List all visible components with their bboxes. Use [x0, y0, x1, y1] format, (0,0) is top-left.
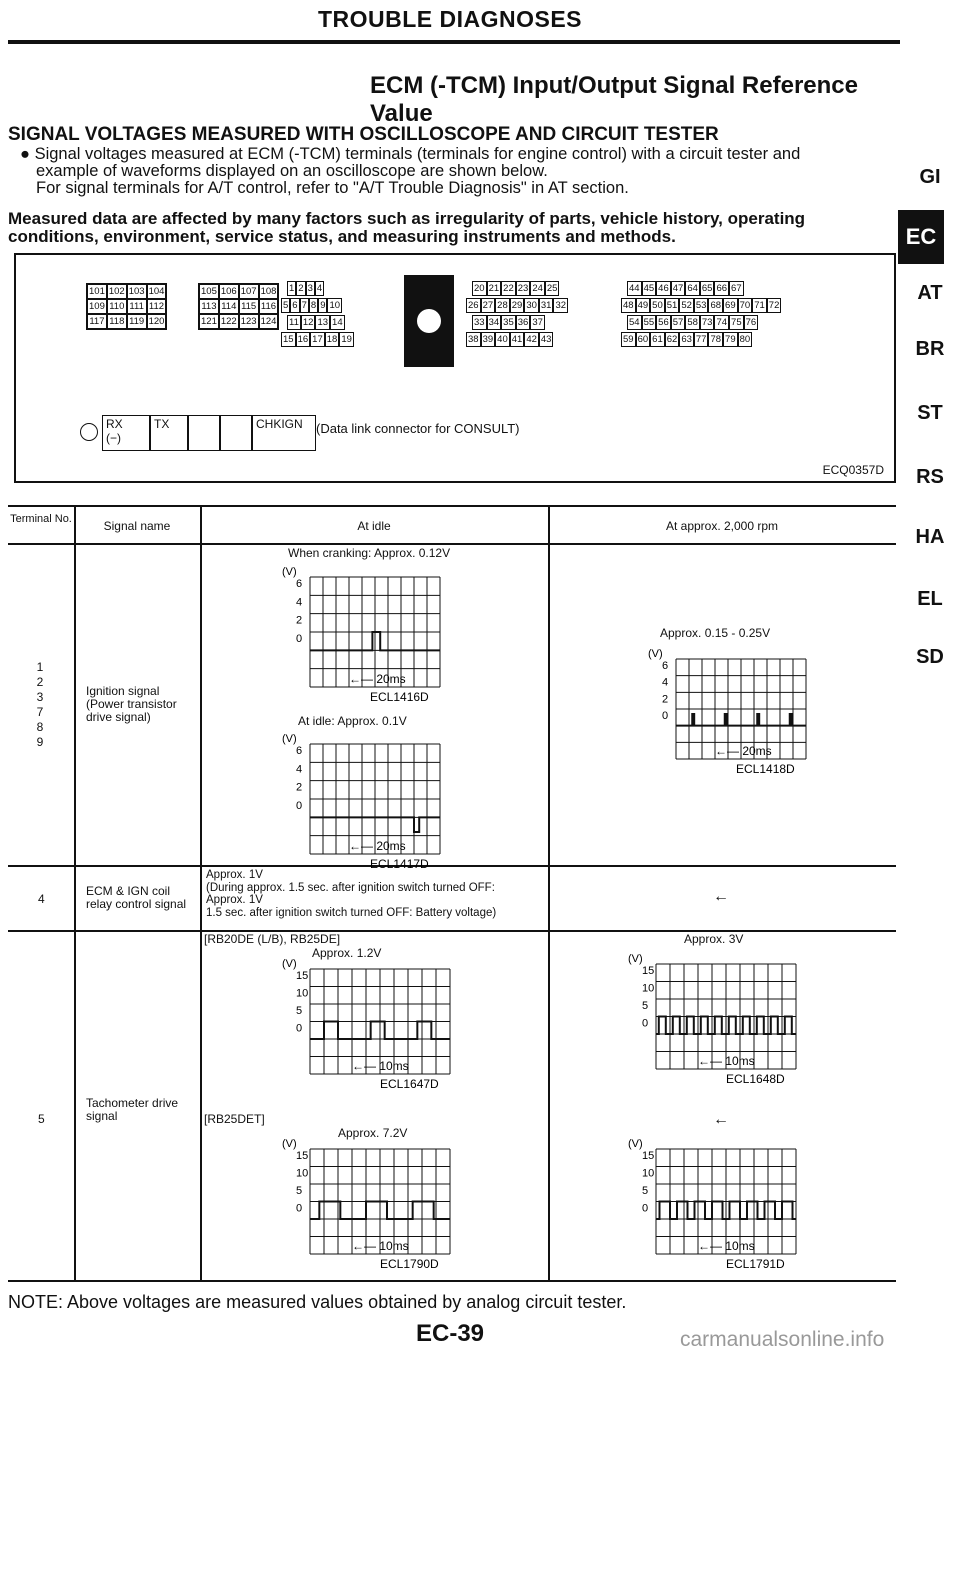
side-tab-gi[interactable]: GI: [919, 166, 941, 188]
connector-pin: 26: [468, 300, 479, 311]
section-subtitle: SIGNAL VOLTAGES MEASURED WITH OSCILLOSCOPE AND CIRCUIT TESTER: [8, 124, 719, 145]
connector-pin: 112: [147, 299, 167, 314]
warning-text: Measured data are affected by many factors such as irregularity of parts, vehicle history, operating conditions, environment, service status, and measuring instruments and methods.: [8, 209, 806, 246]
row2-terminal: 4: [38, 892, 45, 906]
footnote: NOTE: Above voltages are measured values obtained by analog circuit tester.: [8, 1292, 627, 1312]
connector-pin: 66: [716, 283, 728, 294]
volt-unit-label: (V): [648, 648, 663, 660]
bullet-line3: For signal terminals for A/T control, refer to "A/T Trouble Diagnosis" in AT section.: [36, 179, 629, 197]
connector-pin: 24: [532, 283, 543, 294]
volt-tick-label: 2: [296, 781, 303, 794]
volt-tick-label: 5: [642, 1000, 649, 1012]
header-rule: [8, 40, 900, 44]
connector-pin: 57: [672, 317, 684, 328]
volt-tick-label: 0: [296, 1202, 303, 1215]
connector-pin: 35: [503, 317, 514, 328]
connector-pin-row: [472, 281, 559, 296]
connector-pin: 78: [710, 334, 722, 345]
connector-block: [86, 283, 167, 330]
consult-minus-label: (−): [106, 431, 121, 445]
row3-model2: [RB25DET]: [204, 1112, 265, 1126]
connector-pin: 68: [710, 300, 722, 311]
time-division-label: ←— 20ms: [349, 839, 406, 853]
side-tab-el[interactable]: EL: [917, 588, 943, 610]
row1-idle-caption2: At idle: Approx. 0.1V: [298, 714, 407, 728]
connector-pin-row: [621, 332, 752, 347]
connector-pin: 110: [107, 299, 127, 314]
connector-pin: 5: [283, 300, 289, 311]
connector-pin: 36: [517, 317, 529, 328]
consult-chk-ign: CHKIGN: [252, 415, 316, 451]
volt-tick-label: 2: [662, 693, 669, 706]
connector-pin: 53: [695, 300, 707, 311]
row3-rpm-arrow: ←: [713, 1111, 729, 1128]
connector-pin-row: [466, 332, 553, 347]
connector-pin: 3: [307, 283, 313, 294]
volt-tick-label: 0: [296, 1022, 303, 1035]
section-title-line1: ECM (-TCM) Input/Output Signal Reference: [370, 72, 858, 99]
volt-tick-label: 15: [296, 970, 309, 982]
connector-pin: 23: [517, 283, 529, 294]
terminal-number: 3: [36, 690, 44, 704]
volt-tick-label: 0: [642, 1017, 649, 1030]
connector-pin: 116: [259, 299, 279, 314]
connector-pin: 34: [488, 317, 500, 328]
volt-tick-label: 6: [296, 745, 303, 757]
connector-pin: 16: [297, 334, 309, 345]
connector-pin: 9: [320, 300, 326, 311]
volt-unit-label: (V): [628, 1138, 643, 1150]
figure-id: ECQ0357D: [822, 463, 884, 477]
connector-pin-row: [287, 315, 345, 330]
connector-pin: 4: [316, 283, 323, 294]
waveform-figure-id: ECL1417D: [370, 857, 429, 871]
row3-signal: Tachometer drive signal: [86, 1096, 179, 1123]
volt-unit-label: (V): [282, 1138, 297, 1150]
connector-pin: 111: [127, 299, 147, 314]
connector-pin-row: [466, 298, 568, 313]
connector-pin: 49: [637, 300, 649, 311]
connector-pin: 18: [326, 334, 338, 345]
volt-tick-label: 15: [642, 965, 655, 977]
connector-pin-row: [472, 315, 545, 330]
volt-tick-label: 15: [642, 1150, 655, 1162]
volt-tick-label: 5: [296, 1005, 303, 1017]
volt-unit-label: (V): [282, 566, 297, 578]
connector-pin: 52: [681, 300, 692, 311]
row1-idle-caption1: When cranking: Approx. 0.12V: [288, 546, 451, 560]
connector-pin: 107: [240, 286, 257, 297]
volt-unit-label: (V): [282, 733, 297, 745]
connector-pin: 47: [672, 283, 684, 294]
connector-pin: 79: [725, 334, 736, 345]
time-division-label: ←— 10ms: [352, 1239, 409, 1253]
connector-pin: 70: [739, 300, 751, 311]
connector-pin: 38: [468, 334, 479, 345]
connector-pin: 75: [731, 317, 742, 328]
row2-signal: ECM & IGN coil relay control signal: [86, 884, 187, 911]
connector-pin: 76: [745, 317, 757, 328]
volt-tick-label: 10: [642, 1167, 655, 1180]
section-title: [370, 72, 858, 128]
connector-pin: 32: [555, 300, 567, 311]
waveform-figure-id: ECL1647D: [380, 1077, 439, 1091]
terminal-number: 2: [36, 675, 44, 689]
connector-pin: 28: [497, 300, 508, 311]
row2-idle: Approx. 1V (During approx. 1.5 sec. after ignition switch turned OFF: Approx. 1V 1.5 sec. after ignition switch turned OFF: Battery voltage): [206, 869, 497, 919]
connector-pin: 61: [652, 334, 663, 345]
terminal-number: 1: [36, 660, 44, 674]
bullet-line2: example of waveforms displayed on an oscilloscope are shown below.: [36, 162, 548, 180]
connector-pin: 54: [629, 317, 640, 328]
connector-pin: 43: [540, 334, 552, 345]
waveform-figure-id: ECL1418D: [736, 762, 795, 776]
connector-pin: 120: [148, 316, 165, 327]
terminal-number: 8: [36, 720, 44, 734]
watermark: carmanualsonline.info: [680, 1328, 885, 1351]
connector-pin-row: [627, 315, 758, 330]
waveform-figure-id: ECL1791D: [726, 1257, 785, 1271]
connector-lock-icon: [404, 275, 454, 367]
time-division-label: ←— 20ms: [349, 672, 406, 686]
side-tab-br[interactable]: BR: [915, 338, 945, 360]
connector-pin: 72: [768, 300, 780, 311]
waveform-figures: [8, 505, 896, 1280]
connector-pin: 55: [643, 317, 655, 328]
connector-pin: 46: [658, 283, 669, 294]
time-division-label: ←— 10ms: [698, 1239, 755, 1253]
terminal-number: 9: [36, 735, 44, 749]
connector-pin: 19: [341, 334, 352, 345]
connector-pin: 37: [532, 317, 543, 328]
bullet-paragraph: [20, 146, 900, 197]
connector-pin: 22: [503, 283, 514, 294]
connector-pin: 65: [701, 283, 713, 294]
connector-pin: 77: [695, 334, 707, 345]
row1-signal: Ignition signal (Power transistor drive signal): [86, 684, 177, 724]
volt-tick-label: 5: [296, 1185, 303, 1197]
connector-pin: 114: [219, 299, 239, 314]
volt-tick-label: 0: [296, 633, 303, 645]
waveform-figure-id: ECL1416D: [370, 690, 429, 704]
volt-tick-label: 0: [642, 1202, 649, 1215]
section-title-line2: Value: [370, 100, 433, 127]
connector-pin: 106: [220, 286, 237, 297]
row3-caption1: Approx. 1.2V: [312, 946, 382, 960]
connector-pin: 63: [681, 334, 692, 345]
connector-pin: 17: [312, 334, 323, 345]
connector-pin: 6: [292, 300, 298, 311]
connector-pin: 121: [201, 316, 217, 327]
connector-pin: 30: [526, 300, 537, 311]
oscilloscope-waveform: [646, 645, 836, 785]
connector-pin: 104: [148, 286, 165, 297]
connector-pin: 60: [637, 334, 649, 345]
row2-rpm-arrow: ←: [713, 888, 729, 905]
volt-tick-label: 10: [642, 982, 655, 995]
header-terminal: Terminal No.: [10, 513, 72, 525]
volt-tick-label: 6: [296, 578, 303, 590]
connector-pin: 10: [329, 300, 341, 311]
volt-tick-label: 0: [662, 710, 669, 722]
terminal-number: 7: [36, 705, 44, 719]
connector-pin: 113: [199, 299, 219, 314]
connector-pin: 108: [260, 286, 277, 297]
time-division-label: ←— 10ms: [698, 1054, 755, 1068]
connector-pin: 27: [482, 300, 494, 311]
connector-pin: 48: [623, 300, 634, 311]
consult-rx-label: RX: [106, 417, 123, 431]
connector-pin: 124: [260, 316, 277, 327]
connector-pin: 14: [332, 317, 343, 328]
volt-tick-label: 10: [296, 1167, 309, 1180]
consult-label: (Data link connector for CONSULT): [316, 421, 520, 436]
consult-latch-icon: [80, 423, 98, 441]
ecm-connector: [86, 275, 806, 375]
connector-pin-row: [281, 332, 354, 347]
header-idle: At idle: [357, 519, 391, 533]
waveform-figure-id: ECL1648D: [726, 1072, 785, 1086]
connector-pin: 20: [474, 283, 485, 294]
connector-pin: 50: [652, 300, 663, 311]
connector-pin: 51: [666, 300, 678, 311]
connector-pin: 73: [701, 317, 713, 328]
connector-pin: 41: [511, 334, 523, 345]
connector-pin: 56: [658, 317, 669, 328]
connector-pin: 109: [89, 301, 105, 312]
header-signal: Signal name: [103, 519, 171, 533]
row1-rpm-caption: Approx. 0.15 - 0.25V: [660, 626, 771, 640]
time-division-label: ←— 20ms: [715, 744, 772, 758]
signal-table: [8, 505, 896, 1580]
consult-rx: [102, 415, 150, 451]
connector-pin: 25: [546, 283, 558, 294]
side-tab-sd[interactable]: SD: [916, 646, 944, 668]
connector-pin: 105: [201, 286, 217, 297]
oscilloscope-waveform: [280, 730, 470, 880]
side-tab-ec-active[interactable]: EC: [898, 210, 944, 264]
connector-pin: 13: [317, 317, 329, 328]
connector-pin: 7: [301, 300, 307, 311]
connector-pin: 40: [497, 334, 508, 345]
connector-pin: 8: [310, 300, 317, 311]
connector-block: [198, 283, 279, 330]
connector-pin: 64: [687, 283, 698, 294]
connector-pin: 2: [298, 283, 304, 294]
connector-pin: 74: [716, 317, 728, 328]
waveform-figure-id: ECL1790D: [380, 1257, 439, 1271]
bullet-icon: ●: [20, 145, 35, 163]
row3-model1: [RB20DE (L/B), RB25DE]: [204, 932, 341, 946]
connector-pin: 101: [89, 286, 105, 297]
row3-caption2: Approx. 7.2V: [338, 1126, 408, 1140]
side-tab-st[interactable]: ST: [917, 402, 943, 424]
connector-pin: 102: [108, 286, 125, 297]
volt-tick-label: 4: [296, 763, 303, 776]
header-rpm: At approx. 2,000 rpm: [665, 519, 779, 533]
volt-tick-label: 5: [642, 1185, 649, 1197]
connector-pin: 15: [283, 334, 294, 345]
connector-pin: 69: [725, 300, 736, 311]
volt-tick-label: 4: [662, 676, 669, 689]
connector-pin: 59: [623, 334, 634, 345]
volt-tick-label: 6: [662, 660, 669, 672]
connector-pin: 29: [511, 300, 523, 311]
oscilloscope-waveform: [280, 563, 470, 713]
page-number: EC-39: [415, 1320, 485, 1347]
connector-pin: 71: [754, 300, 765, 311]
volt-unit-label: (V): [282, 958, 297, 970]
volt-tick-label: 2: [296, 614, 303, 627]
connector-pin: 39: [482, 334, 494, 345]
bullet-line1: Signal voltages measured at ECM (-TCM) terminals (terminals for engine control) with a circuit tester and: [34, 145, 801, 163]
connector-pin: 45: [643, 283, 655, 294]
connector-pin: 12: [302, 317, 314, 328]
connector-pin: 42: [526, 334, 537, 345]
connector-pin-row: [287, 281, 324, 296]
side-tab-ha[interactable]: HA: [915, 526, 945, 548]
connector-diagram: [14, 253, 896, 483]
connector-pin: 67: [731, 283, 742, 294]
oscilloscope-waveform: [280, 955, 480, 1100]
side-tab-at[interactable]: AT: [917, 282, 943, 304]
volt-unit-label: (V): [628, 953, 643, 965]
connector-pin: 33: [474, 317, 485, 328]
connector-pin: 44: [629, 283, 640, 294]
connector-pin: 58: [687, 317, 698, 328]
consult-tx-label: TX: [150, 415, 188, 451]
oscilloscope-waveform: [626, 1135, 826, 1280]
oscilloscope-waveform: [626, 950, 826, 1095]
volt-tick-label: 0: [296, 800, 303, 812]
connector-pin: 11: [289, 317, 299, 328]
page-header: TROUBLE DIAGNOSES: [317, 6, 583, 32]
connector-pin: 119: [127, 314, 147, 329]
volt-tick-label: 10: [296, 987, 309, 1000]
connector-pin: 62: [666, 334, 678, 345]
connector-pin: 21: [488, 283, 500, 294]
connector-pin: 31: [540, 300, 552, 311]
oscilloscope-waveform: [280, 1135, 480, 1280]
volt-tick-label: 4: [296, 596, 303, 609]
connector-pin-row: [627, 281, 744, 296]
connector-pin-row: [281, 298, 342, 313]
connector-pin: 103: [128, 286, 145, 297]
connector-pin: 123: [240, 316, 257, 327]
connector-pin: 122: [220, 316, 237, 327]
connector-pin: 80: [739, 334, 751, 345]
time-division-label: ←— 10ms: [352, 1059, 409, 1073]
row3-rpm-caption1: Approx. 3V: [684, 932, 744, 946]
connector-pin: 1: [289, 283, 295, 294]
volt-tick-label: 15: [296, 1150, 309, 1162]
row3-terminal: 5: [38, 1112, 45, 1126]
connector-pin: 118: [107, 314, 127, 329]
consult-connector: [102, 415, 316, 451]
connector-pin-row: [621, 298, 781, 313]
connector-pin: 115: [239, 299, 259, 314]
side-tab-rs[interactable]: RS: [916, 466, 944, 488]
connector-pin: 117: [87, 314, 107, 329]
